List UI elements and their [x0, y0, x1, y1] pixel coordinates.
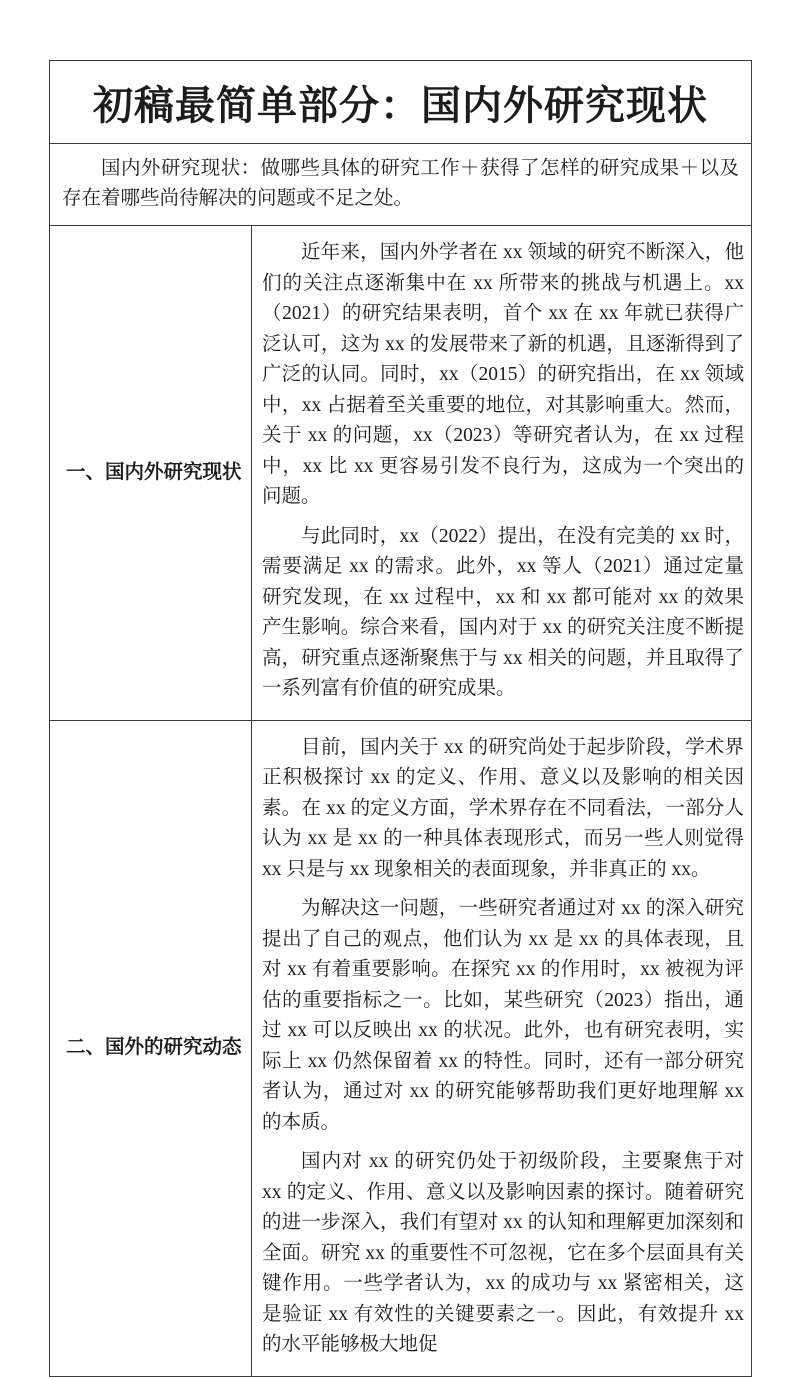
row-content-cell [252, 226, 751, 720]
intro-row [50, 144, 751, 226]
row-label: 一、国内外研究现状 [66, 461, 242, 483]
research-paragraph: 国内对 xx 的研究仍处于初级阶段，主要聚焦于对 xx 的定义、作用、意义以及影响因素的探讨。随着研究的进一步深入，我们有望对 xx 的认知和理解更加深刻和全面。研究 xx 的重要性不可忽视，它在多个层面具有关键作用。一些学者认为，xx 的成功与 xx 紧密相关，这是验证 xx 有效性的关键要素之一。因此，有效提升 xx 的水平能够极大地促 [262, 1151, 744, 1355]
research-paragraph: 与此同时，xx（2022）提出，在没有完美的 xx 时，需要满足 xx 的需求。此外，xx 等人（2021）通过定量研究发现，在 xx 过程中，xx 和 xx 都可能对 xx 的效果产生影响。综合来看，国内对于 xx 的研究关注度不断提高，研究重点逐渐聚焦于与 xx 相关的问题，并且取得了一系列富有价值的研究成果。 [262, 525, 744, 699]
title-row [50, 61, 751, 144]
research-paragraph: 为解决这一问题，一些研究者通过对 xx 的深入研究提出了自己的观点，他们认为 xx 是 xx 的具体表现，且对 xx 有着重要影响。在探究 xx 的作用时，xx 被视为评估的重要指标之一。比如，某些研究（2023）指出，通过 xx 可以反映出 xx 的状况。此外，也有研究表明，实际上 xx 仍然保留着 xx 的特性。同时，还有一部分研究者认为，通过对 xx 的研究能够帮助我们更好地理解 xx 的本质。 [262, 898, 744, 1133]
row-content-cell [252, 721, 751, 1376]
intro-paragraph: 国内外研究现状：做哪些具体的研究工作＋获得了怎样的研究成果＋以及存在着哪些尚待解决的问题或不足之处。 [62, 158, 739, 209]
research-paragraph: 目前，国内关于 xx 的研究尚处于起步阶段，学术界正积极探讨 xx 的定义、作用、意义以及影响的相关因素。在 xx 的定义方面，学术界存在不同看法，一部分人认为 xx 是 xx 的一种具体表现形式，而另一些人则觉得 xx 只是与 xx 现象相关的表面现象，并非真正的 xx。 [262, 736, 744, 880]
row-foreign-research-trends [50, 721, 751, 1376]
document-table [49, 60, 752, 1377]
row-label: 二、国外的研究动态 [66, 1037, 242, 1058]
row-label-cell [50, 721, 252, 1376]
page-title: 初稿最简单部分：国内外研究现状 [93, 82, 708, 128]
research-paragraph: 近年来，国内外学者在 xx 领域的研究不断深入，他们的关注点逐渐集中在 xx 所带来的挑战与机遇上。xx（2021）的研究结果表明，首个 xx 在 xx 年就已获得广泛认可，这为 xx 的发展带来了新的机遇，且逐渐得到了广泛的认同。同时，xx（2015）的研究指出，在 xx 领域中，xx 占据着至关重要的地位，对其影响重大。然而，关于 xx 的问题，xx（2023）等研究者认为，在 xx 过程中，xx 比 xx 更容易引发不良行为，这成为一个突出的问题。 [262, 242, 744, 507]
row-domestic-research-status [50, 226, 751, 721]
row-label-cell [50, 226, 252, 720]
